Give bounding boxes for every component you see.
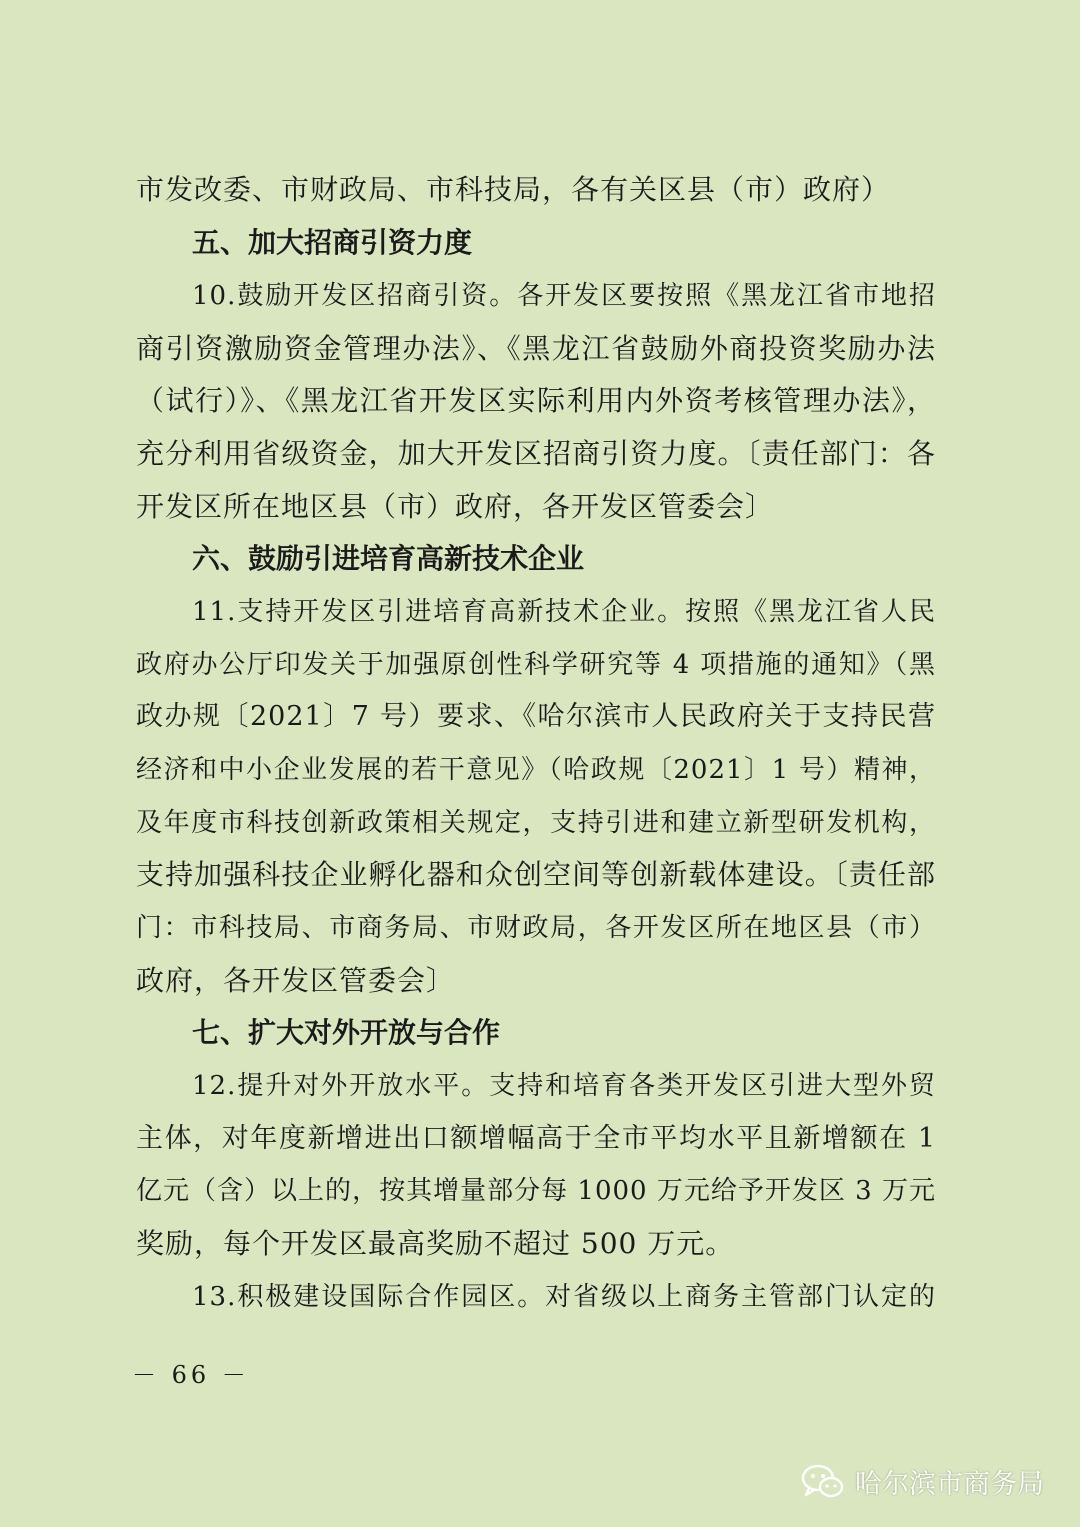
- body-text-line: 政府，各开发区管委会〕: [136, 964, 456, 997]
- body-text-line: 充分利用省级资金，加大开发区招商引资力度。〔责任部门：各: [136, 437, 936, 470]
- section-heading: 六、鼓励引进培育高新技术企业: [192, 542, 585, 575]
- wechat-icon: [801, 1464, 845, 1500]
- body-text-line: 门：市科技局、市商务局、市财政局，各开发区所在地区县（市）: [136, 913, 936, 943]
- paragraph-first-line: 11.支持开发区引进培育高新技术企业。按照《黑龙江省人民: [192, 597, 936, 627]
- body-text-line: 政府办公厅印发关于加强原创性科学研究等 4 项措施的通知》（黑: [136, 650, 936, 680]
- page-number: － 66 －: [132, 1361, 250, 1389]
- body-text-line: 及年度市科技创新政策相关规定，支持引进和建立新型研发机构，: [136, 808, 936, 838]
- body-text-line: 经济和中小企业发展的若干意见》（哈政规〔2021〕1 号）精神，: [136, 755, 936, 785]
- body-text-line: 支持加强科技企业孵化器和众创空间等创新载体建设。〔责任部: [136, 858, 936, 891]
- section-heading: 七、扩大对外开放与合作: [192, 1016, 501, 1049]
- body-text-line: 商引资激励资金管理办法》、《黑龙江省鼓励外商投资奖励办法: [136, 332, 936, 365]
- wechat-watermark: [801, 1462, 1044, 1501]
- paragraph-first-line: 13.积极建设国际合作园区。对省级以上商务主管部门认定的: [192, 1282, 936, 1312]
- body-text-line: 政办规〔2021〕7 号）要求、《哈尔滨市人民政府关于支持民营: [136, 701, 936, 732]
- body-text-line: 亿元（含）以上的，按其增量部分每 1000 万元给予开发区 3 万元: [136, 1176, 936, 1206]
- body-text-line: 开发区所在地区县（市）政府，各开发区管委会〕: [136, 490, 775, 523]
- body-text-line: （试行）》、《黑龙江省开发区实际利用内外资考核管理办法》，: [136, 384, 936, 417]
- body-text-line: 主体，对年度新增进出口额增幅高于全市平均水平且新增额在 1: [136, 1123, 936, 1154]
- watermark-text: 哈尔滨市商务局: [855, 1469, 1044, 1500]
- section-heading: 五、加大招商引资力度: [192, 226, 473, 259]
- body-text-line: 市发改委、市财政局、市科技局，各有关区县（市）政府）: [136, 173, 891, 206]
- paragraph-first-line: 10.鼓励开发区招商引资。各开发区要按照《黑龙江省市地招: [192, 281, 936, 311]
- paragraph-first-line: 12.提升对外开放水平。支持和培育各类开发区引进大型外贸: [192, 1071, 936, 1101]
- body-text-line: 奖励，每个开发区最高奖励不超过 500 万元。: [136, 1227, 735, 1260]
